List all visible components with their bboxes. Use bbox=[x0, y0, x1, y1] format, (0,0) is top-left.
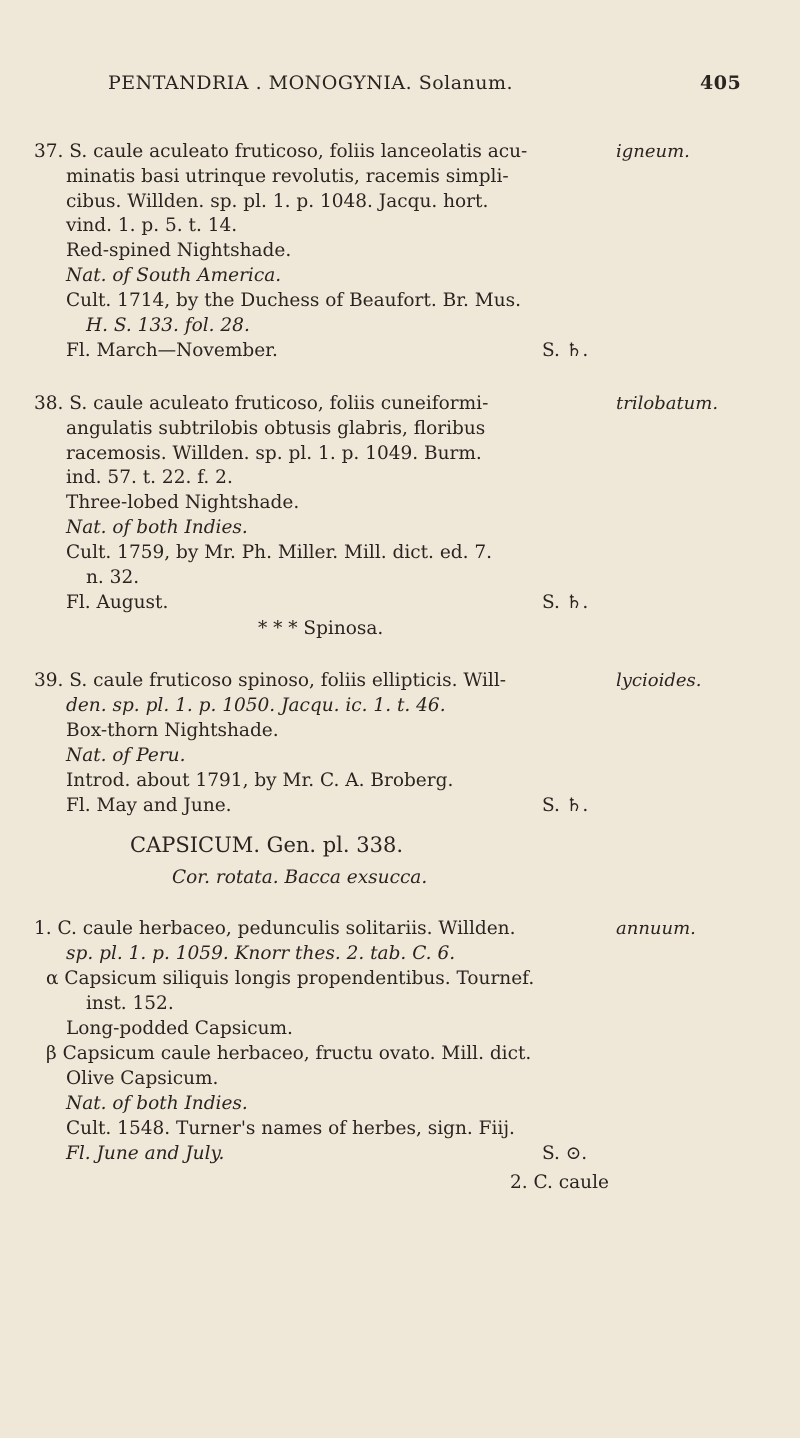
cultivation-note: Cult. 1548. Turner's names of herbes, sign. Fiij. bbox=[66, 1118, 515, 1139]
introduction-note: Introd. about 1791, by Mr. C. A. Broberg. bbox=[66, 770, 454, 791]
native-range: Nat. of both Indies. bbox=[66, 1093, 248, 1114]
entry-text-line: H. S. 133. fol. 28. bbox=[86, 315, 250, 336]
entry-text-line: n. 32. bbox=[86, 567, 140, 588]
common-name: Olive Capsicum. bbox=[66, 1068, 219, 1089]
entry-text-line: minatis basi utrinque revolutis, racemis simpli- bbox=[66, 166, 509, 187]
entry-text-line: den. sp. pl. 1. p. 1050. Jacqu. ic. 1. t. 46. bbox=[66, 695, 446, 716]
entry-text-line: 39. S. caule fruticoso spinoso, foliis ellipticis. Will- bbox=[34, 670, 507, 691]
habit-symbol: S. ♄. bbox=[542, 340, 589, 361]
native-range: Nat. of South America. bbox=[66, 265, 282, 286]
habit-symbol: S. ⊙. bbox=[542, 1143, 588, 1164]
running-title: PENTANDRIA . MONOGYNIA. Solanum. bbox=[108, 72, 514, 94]
section-heading: * * * Spinosa. bbox=[258, 618, 384, 639]
species-epithet: trilobatum. bbox=[616, 393, 719, 414]
entry-text-line: ind. 57. t. 22. f. 2. bbox=[66, 467, 233, 488]
flowering-time: Fl. May and June. bbox=[66, 795, 232, 816]
variety-beta: β Capsicum caule herbaceo, fructu ovato. Mill. dict. bbox=[46, 1043, 532, 1064]
habit-symbol: S. ♄. bbox=[542, 795, 589, 816]
entry-text-line: inst. 152. bbox=[86, 993, 174, 1014]
entry-text-line: sp. pl. 1. p. 1059. Knorr thes. 2. tab. C. 6. bbox=[66, 943, 456, 964]
cultivation-note: Cult. 1714, by the Duchess of Beaufort. Br. Mus. bbox=[66, 290, 521, 311]
common-name: Three-lobed Nightshade. bbox=[66, 492, 300, 513]
species-epithet: igneum. bbox=[616, 141, 690, 162]
genus-heading: CAPSICUM. Gen. pl. 338. bbox=[130, 833, 404, 857]
genus-characters: Cor. rotata. Bacca exsucca. bbox=[172, 867, 428, 888]
flowering-time: Fl. August. bbox=[66, 592, 169, 613]
entry-text-line: racemosis. Willden. sp. pl. 1. p. 1049. Burm. bbox=[66, 443, 482, 464]
entry-text-line: cibus. Willden. sp. pl. 1. p. 1048. Jacqu. hort. bbox=[66, 191, 489, 212]
page-number: 405 bbox=[700, 72, 742, 94]
common-name: Long-podded Capsicum. bbox=[66, 1018, 293, 1039]
native-range: Nat. of both Indies. bbox=[66, 517, 248, 538]
common-name: Box-thorn Nightshade. bbox=[66, 720, 279, 741]
common-name: Red-spined Nightshade. bbox=[66, 240, 292, 261]
entry-text-line: 38. S. caule aculeato fruticoso, foliis cuneiformi- bbox=[34, 393, 489, 414]
entry-text-line: 37. S. caule aculeato fruticoso, foliis lanceolatis acu- bbox=[34, 141, 528, 162]
cultivation-note: Cult. 1759, by Mr. Ph. Miller. Mill. dict. ed. 7. bbox=[66, 542, 493, 563]
flowering-time: Fl. March—November. bbox=[66, 340, 278, 361]
species-epithet: lycioides. bbox=[616, 670, 702, 691]
flowering-time: Fl. June and July. bbox=[66, 1143, 225, 1164]
variety-alpha: α Capsicum siliquis longis propendentibus. Tournef. bbox=[46, 968, 535, 989]
habit-symbol: S. ♄. bbox=[542, 592, 589, 613]
entry-text-line: angulatis subtrilobis obtusis glabris, floribus bbox=[66, 418, 486, 439]
native-range: Nat. of Peru. bbox=[66, 745, 186, 766]
entry-text-line: vind. 1. p. 5. t. 14. bbox=[66, 215, 238, 236]
species-epithet: annuum. bbox=[616, 918, 696, 939]
entry-text-line: 1. C. caule herbaceo, pedunculis solitariis. Willden. bbox=[34, 918, 516, 939]
catchword: 2. C. caule bbox=[510, 1172, 609, 1193]
